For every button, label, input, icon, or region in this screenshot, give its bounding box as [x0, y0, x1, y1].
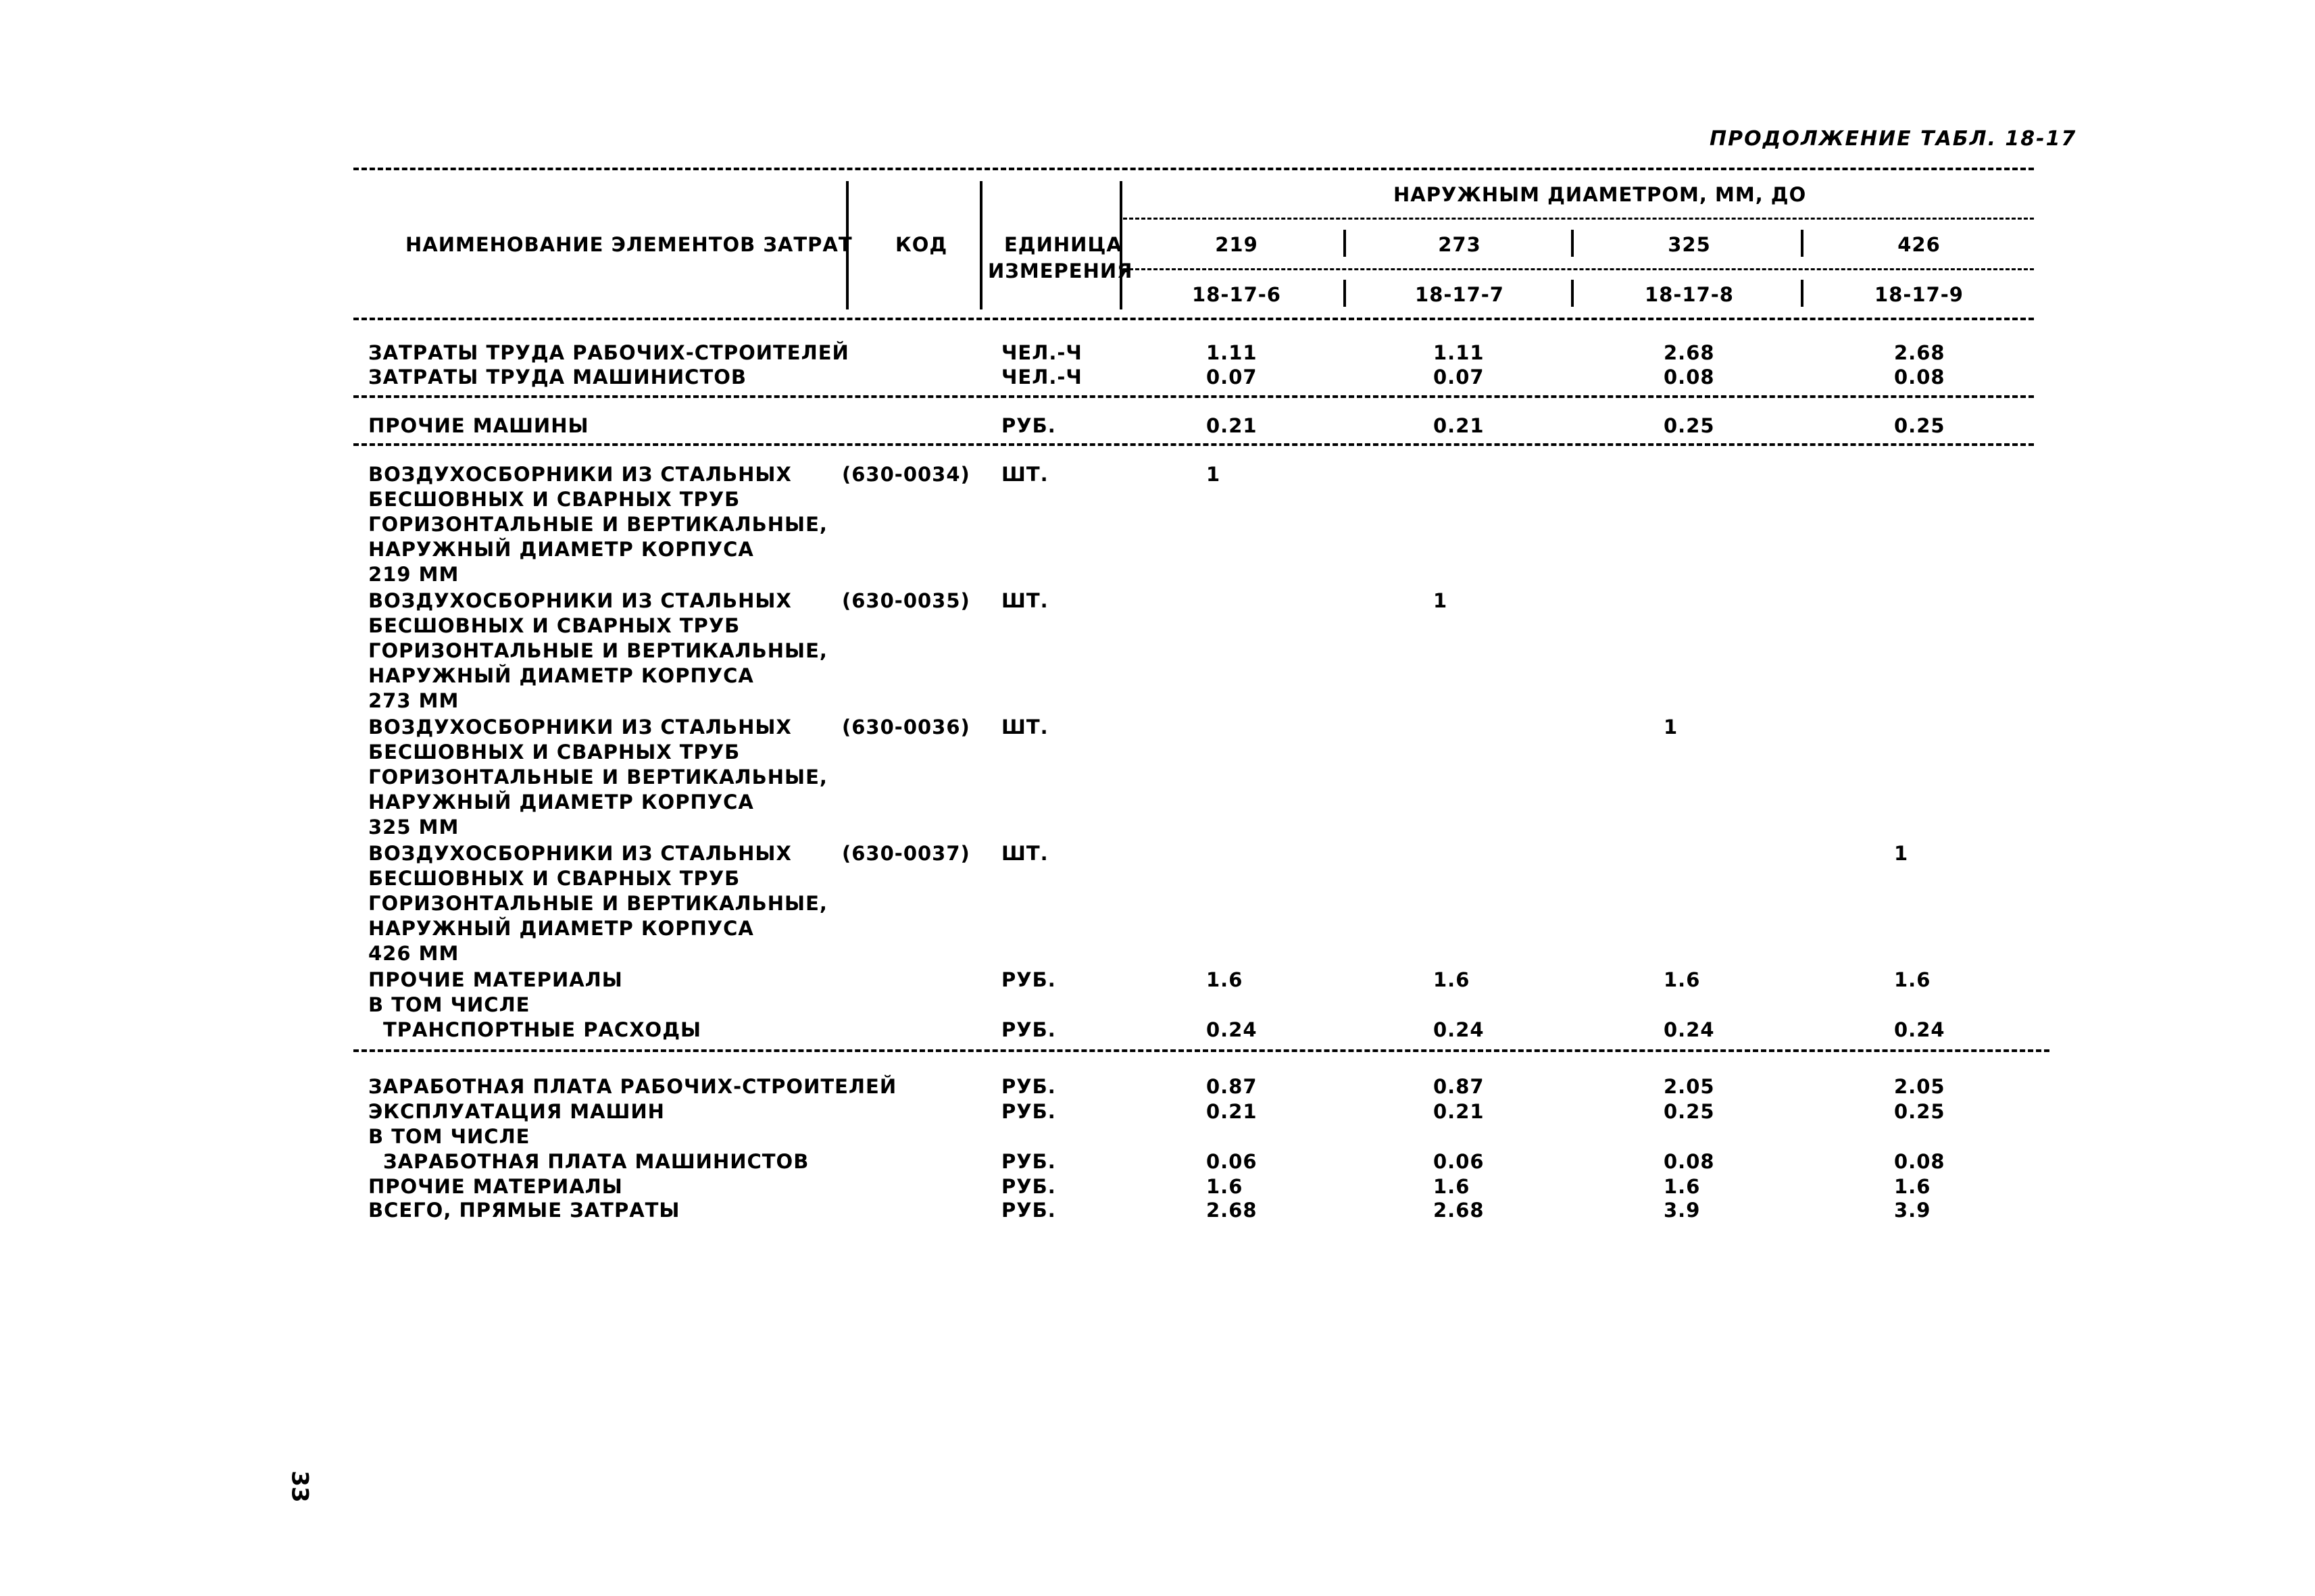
- row-unit: РУБ.: [1001, 1199, 1056, 1222]
- row-value-col-1: 2.68: [1206, 1199, 1258, 1222]
- row-name-line: БЕСШОВНЫХ И СВАРНЫХ ТРУБ: [368, 867, 741, 890]
- header-diameter-3: 325: [1668, 233, 1711, 256]
- row-name-line: НАРУЖНЫЙ ДИАМЕТР КОРПУСА: [368, 917, 754, 940]
- header-unit-col-line1: ЕДИНИЦА: [1004, 233, 1122, 256]
- row-name-line: ПРОЧИЕ МАШИНЫ: [368, 414, 589, 437]
- row-unit: РУБ.: [1001, 1175, 1056, 1198]
- row-value-col-1: 0.21: [1206, 414, 1258, 437]
- row-value-col-1: 0.21: [1206, 1100, 1258, 1123]
- row-name-line: ВОЗДУХОСБОРНИКИ ИЗ СТАЛЬНЫХ: [368, 589, 792, 612]
- row-value-col-1: 1.6: [1206, 968, 1243, 991]
- header-divider-col1: [1343, 230, 1346, 257]
- row-value-col-1: 0.07: [1206, 366, 1258, 389]
- row-value-col-4: 0.25: [1894, 414, 1945, 437]
- header-diameter-rule: [1123, 268, 2034, 270]
- row-unit: ЧЕЛ.-Ч: [1001, 341, 1082, 364]
- row-value-col-4: 0.25: [1894, 1100, 1945, 1123]
- row-value-col-3: 1: [1664, 716, 1678, 739]
- header-divider-col3b: [1801, 280, 1803, 307]
- row-value-col-4: 1.6: [1894, 1175, 1931, 1198]
- row-value-col-4: 2.68: [1894, 341, 1945, 364]
- row-resource-code: (630-0034): [842, 463, 970, 486]
- row-name-line: НАРУЖНЫЙ ДИАМЕТР КОРПУСА: [368, 791, 754, 814]
- row-unit: ШТ.: [1001, 589, 1049, 612]
- section-rule-machines: [353, 443, 2034, 446]
- row-value-col-1: 1.11: [1206, 341, 1258, 364]
- header-divider-col1b: [1343, 280, 1346, 307]
- header-bottom-rule: [353, 318, 2034, 320]
- header-code-4: 18-17-9: [1874, 283, 1964, 306]
- row-value-col-3: 2.68: [1664, 341, 1715, 364]
- row-unit: РУБ.: [1001, 1018, 1056, 1041]
- row-name-line: ГОРИЗОНТАЛЬНЫЕ И ВЕРТИКАЛЬНЫЕ,: [368, 639, 828, 662]
- row-value-col-3: 0.24: [1664, 1018, 1715, 1041]
- header-code-2: 18-17-7: [1415, 283, 1504, 306]
- row-resource-code: (630-0037): [842, 842, 970, 865]
- row-name-line: В ТОМ ЧИСЛЕ: [368, 993, 530, 1016]
- row-name-line: ЗАРАБОТНАЯ ПЛАТА МАШИНИСТОВ: [383, 1150, 810, 1173]
- row-name-line: ТРАНСПОРТНЫЕ РАСХОДЫ: [383, 1018, 702, 1041]
- row-value-col-2: 0.24: [1433, 1018, 1485, 1041]
- row-value-col-4: 0.24: [1894, 1018, 1945, 1041]
- row-resource-code: (630-0036): [842, 716, 970, 739]
- row-name-line: ГОРИЗОНТАЛЬНЫЕ И ВЕРТИКАЛЬНЫЕ,: [368, 766, 828, 789]
- row-value-col-3: 0.08: [1664, 1150, 1715, 1173]
- row-value-col-4: 2.05: [1894, 1075, 1945, 1098]
- row-name-line: ГОРИЗОНТАЛЬНЫЕ И ВЕРТИКАЛЬНЫЕ,: [368, 892, 828, 915]
- row-name-line: ЗАРАБОТНАЯ ПЛАТА РАБОЧИХ-СТРОИТЕЛЕЙ: [368, 1075, 897, 1098]
- row-value-col-1: 1: [1206, 463, 1221, 486]
- row-value-col-3: 0.25: [1664, 414, 1715, 437]
- section-rule-totals: [353, 1049, 2049, 1052]
- row-value-col-2: 0.07: [1433, 366, 1485, 389]
- row-name-line: БЕСШОВНЫХ И СВАРНЫХ ТРУБ: [368, 614, 741, 637]
- row-unit: РУБ.: [1001, 1150, 1056, 1173]
- row-name-line: В ТОМ ЧИСЛЕ: [368, 1125, 530, 1148]
- row-unit: ЧЕЛ.-Ч: [1001, 366, 1082, 389]
- row-unit: РУБ.: [1001, 1100, 1056, 1123]
- header-code-col: КОД: [895, 233, 948, 256]
- row-value-col-2: 0.06: [1433, 1150, 1485, 1173]
- row-name-line: ЗАТРАТЫ ТРУДА МАШИНИСТОВ: [368, 366, 747, 389]
- row-name-line: ГОРИЗОНТАЛЬНЫЕ И ВЕРТИКАЛЬНЫЕ,: [368, 513, 828, 536]
- row-value-col-2: 1.11: [1433, 341, 1485, 364]
- row-value-col-1: 0.06: [1206, 1150, 1258, 1173]
- row-value-col-4: 0.08: [1894, 366, 1945, 389]
- row-value-col-3: 0.08: [1664, 366, 1715, 389]
- row-name-line: ВОЗДУХОСБОРНИКИ ИЗ СТАЛЬНЫХ: [368, 463, 792, 486]
- row-name-line: БЕСШОВНЫХ И СВАРНЫХ ТРУБ: [368, 488, 741, 511]
- row-value-col-2: 1.6: [1433, 968, 1470, 991]
- header-divider-col3: [1801, 230, 1803, 257]
- row-value-col-1: 0.24: [1206, 1018, 1258, 1041]
- row-name-line: ЭКСПЛУАТАЦИЯ МАШИН: [368, 1100, 665, 1123]
- row-value-col-2: 1: [1433, 589, 1448, 612]
- row-unit: ШТ.: [1001, 842, 1049, 865]
- row-value-col-3: 3.9: [1664, 1199, 1701, 1222]
- row-name-line: 426 ММ: [368, 942, 459, 965]
- header-diameter-4: 426: [1897, 233, 1941, 256]
- row-value-col-2: 0.21: [1433, 1100, 1485, 1123]
- header-unit-col-line2: ИЗМЕРЕНИЯ: [988, 259, 1133, 282]
- row-value-col-1: 1.6: [1206, 1175, 1243, 1198]
- row-value-col-3: 0.25: [1664, 1100, 1715, 1123]
- row-value-col-4: 0.08: [1894, 1150, 1945, 1173]
- row-value-col-4: 1.6: [1894, 968, 1931, 991]
- row-unit: ШТ.: [1001, 716, 1049, 739]
- row-value-col-1: 0.87: [1206, 1075, 1258, 1098]
- header-divider-code-unit: [980, 181, 982, 309]
- row-name-line: 325 ММ: [368, 816, 459, 839]
- header-diameter-2: 273: [1438, 233, 1481, 256]
- row-name-line: 219 ММ: [368, 563, 459, 586]
- row-value-col-2: 0.21: [1433, 414, 1485, 437]
- row-name-line: ПРОЧИЕ МАТЕРИАЛЫ: [368, 968, 623, 991]
- header-group-label: НАРУЖНЫМ ДИАМЕТРОМ, ММ, ДО: [1393, 183, 1807, 206]
- row-name-line: НАРУЖНЫЙ ДИАМЕТР КОРПУСА: [368, 538, 754, 561]
- row-name-line: ЗАТРАТЫ ТРУДА РАБОЧИХ-СТРОИТЕЛЕЙ: [368, 341, 849, 364]
- header-group-rule: [1123, 218, 2034, 220]
- page-number: 33: [286, 1470, 314, 1503]
- row-value-col-2: 1.6: [1433, 1175, 1470, 1198]
- row-value-col-3: 2.05: [1664, 1075, 1715, 1098]
- row-name-line: НАРУЖНЫЙ ДИАМЕТР КОРПУСА: [368, 664, 754, 687]
- row-value-col-2: 2.68: [1433, 1199, 1485, 1222]
- row-value-col-4: 1: [1894, 842, 1909, 865]
- row-name-line: 273 ММ: [368, 689, 459, 712]
- row-name-line: ВОЗДУХОСБОРНИКИ ИЗ СТАЛЬНЫХ: [368, 842, 792, 865]
- row-name-line: ВОЗДУХОСБОРНИКИ ИЗ СТАЛЬНЫХ: [368, 716, 792, 739]
- row-name-line: БЕСШОВНЫХ И СВАРНЫХ ТРУБ: [368, 741, 741, 764]
- header-divider-col2: [1571, 230, 1574, 257]
- header-top-rule: [353, 168, 2034, 170]
- row-unit: РУБ.: [1001, 1075, 1056, 1098]
- row-value-col-3: 1.6: [1664, 1175, 1701, 1198]
- row-value-col-4: 3.9: [1894, 1199, 1931, 1222]
- table-caption: ПРОДОЛЖЕНИЕ ТАБЛ. 18-17: [1710, 127, 2077, 151]
- row-name-line: ПРОЧИЕ МАТЕРИАЛЫ: [368, 1175, 623, 1198]
- row-value-col-2: 0.87: [1433, 1075, 1485, 1098]
- header-divider-col2b: [1571, 280, 1574, 307]
- row-unit: РУБ.: [1001, 968, 1056, 991]
- header-code-3: 18-17-8: [1645, 283, 1734, 306]
- row-name-line: ВСЕГО, ПРЯМЫЕ ЗАТРАТЫ: [368, 1199, 680, 1222]
- header-code-1: 18-17-6: [1192, 283, 1281, 306]
- section-rule-labor: [353, 395, 2034, 398]
- row-unit: РУБ.: [1001, 414, 1056, 437]
- header-diameter-1: 219: [1215, 233, 1258, 256]
- row-value-col-3: 1.6: [1664, 968, 1701, 991]
- row-resource-code: (630-0035): [842, 589, 970, 612]
- row-unit: ШТ.: [1001, 463, 1049, 486]
- header-name-col: НАИМЕНОВАНИЕ ЭЛЕМЕНТОВ ЗАТРАТ: [405, 233, 853, 256]
